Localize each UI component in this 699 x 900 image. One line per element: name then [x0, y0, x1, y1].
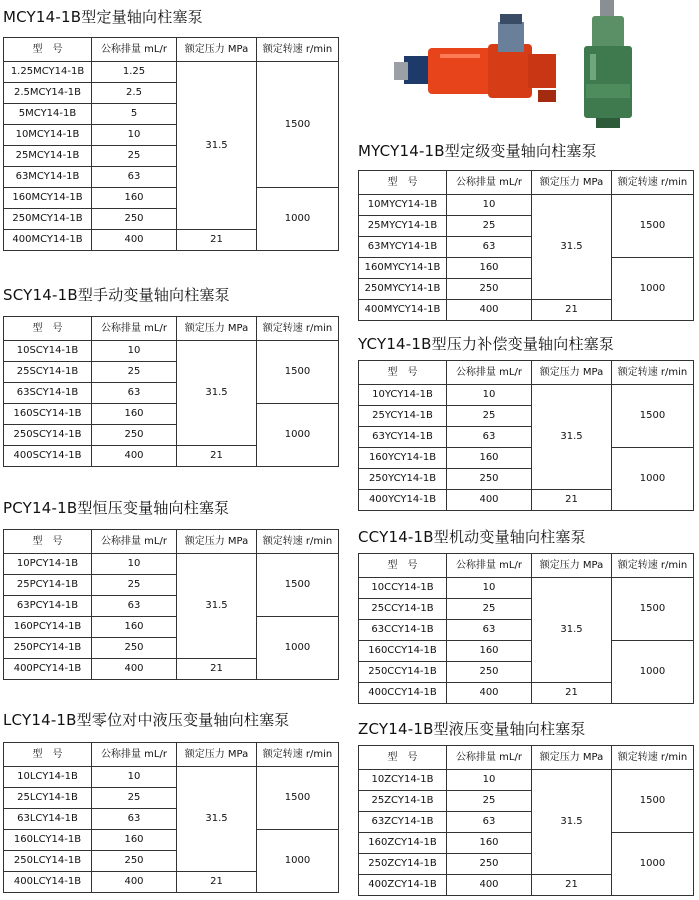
section-zcy: [358, 718, 693, 898]
model-cell: 25MCY14-1B: [4, 146, 92, 167]
displacement-cell: 250: [92, 638, 177, 659]
speed-cell: 1500: [257, 62, 339, 188]
model-cell: 400YCY14-1B: [359, 490, 447, 511]
spec-table: [3, 529, 339, 680]
header-pressure: 额定压力 MPa: [177, 38, 257, 62]
displacement-cell: 160: [447, 641, 532, 662]
header-pressure: 额定压力 MPa: [177, 743, 257, 767]
displacement-cell: 400: [92, 659, 177, 680]
speed-cell: 1000: [257, 617, 339, 680]
displacement-cell: 400: [92, 872, 177, 893]
pressure-cell: 21: [532, 490, 612, 511]
pressure-cell: 21: [177, 446, 257, 467]
pump-photo-green: [578, 0, 638, 128]
section-pcy: [3, 497, 338, 682]
model-cell: 10CCY14-1B: [359, 578, 447, 599]
model-cell: 10PCY14-1B: [4, 554, 92, 575]
section-title: CCY14-1B型机动变量轴向柱塞泵: [358, 528, 586, 546]
pressure-cell: 21: [177, 872, 257, 893]
model-cell: 10MYCY14-1B: [359, 195, 447, 216]
section-ccy: [358, 526, 693, 711]
header-displacement: 公称排量 mL/r: [447, 361, 532, 385]
table-row: [4, 767, 339, 788]
displacement-cell: 250: [92, 425, 177, 446]
model-cell: 250LCY14-1B: [4, 851, 92, 872]
model-cell: 250MYCY14-1B: [359, 279, 447, 300]
header-displacement: 公称排量 mL/r: [92, 530, 177, 554]
model-cell: 63YCY14-1B: [359, 427, 447, 448]
header-model: 型 号: [359, 361, 447, 385]
displacement-cell: 63: [92, 596, 177, 617]
header-pressure: 额定压力 MPa: [177, 530, 257, 554]
section-ycy: [358, 333, 693, 518]
model-cell: 25MYCY14-1B: [359, 216, 447, 237]
table-row: [359, 770, 694, 791]
section-title: MCY14-1B型定量轴向柱塞泵: [3, 8, 203, 26]
model-cell: 63MCY14-1B: [4, 167, 92, 188]
displacement-cell: 63: [92, 809, 177, 830]
table-row: [359, 833, 694, 854]
model-cell: 400PCY14-1B: [4, 659, 92, 680]
displacement-cell: 160: [92, 188, 177, 209]
model-cell: 10SCY14-1B: [4, 341, 92, 362]
model-cell: 10ZCY14-1B: [359, 770, 447, 791]
model-cell: 2.5MCY14-1B: [4, 83, 92, 104]
displacement-cell: 10: [447, 578, 532, 599]
model-cell: 10MCY14-1B: [4, 125, 92, 146]
displacement-cell: 250: [447, 662, 532, 683]
model-cell: 160MCY14-1B: [4, 188, 92, 209]
header-pressure: 额定压力 MPa: [532, 171, 612, 195]
section-scy: [3, 284, 338, 469]
model-cell: 25YCY14-1B: [359, 406, 447, 427]
speed-cell: 1500: [612, 578, 694, 641]
model-cell: 400MYCY14-1B: [359, 300, 447, 321]
header-model: 型 号: [359, 746, 447, 770]
speed-cell: 1500: [612, 385, 694, 448]
spec-table: [358, 360, 694, 511]
speed-cell: 1500: [612, 770, 694, 833]
model-cell: 160MYCY14-1B: [359, 258, 447, 279]
table-row: [359, 578, 694, 599]
speed-cell: 1500: [612, 195, 694, 258]
spec-table: [3, 37, 339, 251]
pressure-cell: 31.5: [177, 554, 257, 659]
displacement-cell: 1.25: [92, 62, 177, 83]
header-speed: 额定转速 r/min: [612, 361, 694, 385]
pressure-cell: 21: [532, 875, 612, 896]
displacement-cell: 10: [447, 195, 532, 216]
model-cell: 63PCY14-1B: [4, 596, 92, 617]
displacement-cell: 400: [447, 490, 532, 511]
model-cell: 400SCY14-1B: [4, 446, 92, 467]
speed-cell: 1000: [257, 830, 339, 893]
model-cell: 250ZCY14-1B: [359, 854, 447, 875]
model-cell: 160ZCY14-1B: [359, 833, 447, 854]
displacement-cell: 400: [447, 875, 532, 896]
speed-cell: 1500: [257, 767, 339, 830]
displacement-cell: 250: [92, 851, 177, 872]
table-row: [4, 830, 339, 851]
header-model: 型 号: [4, 317, 92, 341]
header-model: 型 号: [4, 743, 92, 767]
pressure-cell: 31.5: [532, 578, 612, 683]
header-model: 型 号: [359, 554, 447, 578]
model-cell: 25PCY14-1B: [4, 575, 92, 596]
model-cell: 63ZCY14-1B: [359, 812, 447, 833]
header-speed: 额定转速 r/min: [612, 746, 694, 770]
displacement-cell: 10: [92, 341, 177, 362]
spec-table: [358, 745, 694, 896]
model-cell: 400ZCY14-1B: [359, 875, 447, 896]
displacement-cell: 250: [447, 279, 532, 300]
header-displacement: 公称排量 mL/r: [447, 554, 532, 578]
displacement-cell: 160: [92, 617, 177, 638]
speed-cell: 1500: [257, 341, 339, 404]
section-title: MYCY14-1B型定级变量轴向柱塞泵: [358, 142, 597, 160]
table-row: [359, 641, 694, 662]
displacement-cell: 25: [447, 791, 532, 812]
speed-cell: 1000: [257, 404, 339, 467]
header-speed: 额定转速 r/min: [257, 743, 339, 767]
spec-table: [358, 170, 694, 321]
speed-cell: 1000: [612, 833, 694, 896]
model-cell: 160YCY14-1B: [359, 448, 447, 469]
header-speed: 额定转速 r/min: [612, 554, 694, 578]
displacement-cell: 63: [447, 620, 532, 641]
model-cell: 400MCY14-1B: [4, 230, 92, 251]
section-title: YCY14-1B型压力补偿变量轴向柱塞泵: [358, 335, 615, 353]
speed-cell: 1000: [612, 448, 694, 511]
speed-cell: 1000: [612, 641, 694, 704]
header-speed: 额定转速 r/min: [257, 38, 339, 62]
model-cell: 63LCY14-1B: [4, 809, 92, 830]
displacement-cell: 400: [447, 683, 532, 704]
table-row: [359, 195, 694, 216]
model-cell: 250YCY14-1B: [359, 469, 447, 490]
model-cell: 10YCY14-1B: [359, 385, 447, 406]
displacement-cell: 63: [92, 167, 177, 188]
pressure-cell: 21: [177, 659, 257, 680]
table-row: [4, 404, 339, 425]
displacement-cell: 25: [447, 406, 532, 427]
displacement-cell: 160: [447, 258, 532, 279]
section-title: PCY14-1B型恒压变量轴向柱塞泵: [3, 499, 230, 517]
table-row: [359, 448, 694, 469]
header-displacement: 公称排量 mL/r: [92, 38, 177, 62]
model-cell: 250MCY14-1B: [4, 209, 92, 230]
displacement-cell: 400: [92, 230, 177, 251]
displacement-cell: 63: [447, 427, 532, 448]
model-cell: 63SCY14-1B: [4, 383, 92, 404]
model-cell: 250CCY14-1B: [359, 662, 447, 683]
model-cell: 160LCY14-1B: [4, 830, 92, 851]
displacement-cell: 10: [447, 385, 532, 406]
pressure-cell: 31.5: [177, 62, 257, 230]
model-cell: 160CCY14-1B: [359, 641, 447, 662]
header-speed: 额定转速 r/min: [612, 171, 694, 195]
section-mycy: [358, 140, 693, 325]
displacement-cell: 160: [447, 833, 532, 854]
displacement-cell: 160: [447, 448, 532, 469]
header-displacement: 公称排量 mL/r: [447, 171, 532, 195]
displacement-cell: 10: [447, 770, 532, 791]
header-displacement: 公称排量 mL/r: [92, 317, 177, 341]
model-cell: 25LCY14-1B: [4, 788, 92, 809]
header-pressure: 额定压力 MPa: [532, 554, 612, 578]
model-cell: 400LCY14-1B: [4, 872, 92, 893]
spec-table: [358, 553, 694, 704]
table-row: [4, 554, 339, 575]
displacement-cell: 63: [447, 237, 532, 258]
displacement-cell: 25: [92, 575, 177, 596]
pressure-cell: 21: [532, 300, 612, 321]
table-row: [4, 188, 339, 209]
section-title: LCY14-1B型零位对中液压变量轴向柱塞泵: [3, 711, 290, 729]
section-lcy: [3, 709, 338, 897]
displacement-cell: 25: [447, 216, 532, 237]
header-pressure: 额定压力 MPa: [177, 317, 257, 341]
pressure-cell: 31.5: [532, 770, 612, 875]
displacement-cell: 400: [92, 446, 177, 467]
section-title: SCY14-1B型手动变量轴向柱塞泵: [3, 286, 230, 304]
table-row: [359, 385, 694, 406]
displacement-cell: 5: [92, 104, 177, 125]
header-pressure: 额定压力 MPa: [532, 746, 612, 770]
speed-cell: 1000: [612, 258, 694, 321]
model-cell: 250SCY14-1B: [4, 425, 92, 446]
model-cell: 250PCY14-1B: [4, 638, 92, 659]
spec-table: [3, 742, 339, 893]
speed-cell: 1000: [257, 188, 339, 251]
displacement-cell: 250: [447, 854, 532, 875]
header-pressure: 额定压力 MPa: [532, 361, 612, 385]
header-speed: 额定转速 r/min: [257, 530, 339, 554]
displacement-cell: 10: [92, 554, 177, 575]
table-row: [4, 341, 339, 362]
model-cell: 5MCY14-1B: [4, 104, 92, 125]
spec-table: [3, 316, 339, 467]
model-cell: 10LCY14-1B: [4, 767, 92, 788]
model-cell: 160PCY14-1B: [4, 617, 92, 638]
displacement-cell: 10: [92, 125, 177, 146]
pressure-cell: 31.5: [532, 195, 612, 300]
displacement-cell: 25: [92, 146, 177, 167]
model-cell: 25CCY14-1B: [359, 599, 447, 620]
displacement-cell: 2.5: [92, 83, 177, 104]
header-displacement: 公称排量 mL/r: [447, 746, 532, 770]
model-cell: 63CCY14-1B: [359, 620, 447, 641]
table-row: [4, 62, 339, 83]
section-title: ZCY14-1B型液压变量轴向柱塞泵: [358, 720, 586, 738]
header-model: 型 号: [359, 171, 447, 195]
pressure-cell: 31.5: [532, 385, 612, 490]
model-cell: 25ZCY14-1B: [359, 791, 447, 812]
header-model: 型 号: [4, 38, 92, 62]
pressure-cell: 31.5: [177, 767, 257, 872]
displacement-cell: 250: [92, 209, 177, 230]
header-model: 型 号: [4, 530, 92, 554]
pressure-cell: 31.5: [177, 341, 257, 446]
displacement-cell: 63: [92, 383, 177, 404]
displacement-cell: 25: [447, 599, 532, 620]
model-cell: 1.25MCY14-1B: [4, 62, 92, 83]
table-row: [4, 617, 339, 638]
model-cell: 160SCY14-1B: [4, 404, 92, 425]
displacement-cell: 10: [92, 767, 177, 788]
section-mcy: [3, 6, 338, 256]
pump-photo-orange: [388, 14, 568, 110]
pressure-cell: 21: [532, 683, 612, 704]
displacement-cell: 160: [92, 404, 177, 425]
pressure-cell: 21: [177, 230, 257, 251]
model-cell: 63MYCY14-1B: [359, 237, 447, 258]
displacement-cell: 25: [92, 788, 177, 809]
header-speed: 额定转速 r/min: [257, 317, 339, 341]
header-displacement: 公称排量 mL/r: [92, 743, 177, 767]
displacement-cell: 25: [92, 362, 177, 383]
table-row: [359, 258, 694, 279]
speed-cell: 1500: [257, 554, 339, 617]
displacement-cell: 160: [92, 830, 177, 851]
displacement-cell: 400: [447, 300, 532, 321]
displacement-cell: 250: [447, 469, 532, 490]
model-cell: 25SCY14-1B: [4, 362, 92, 383]
displacement-cell: 63: [447, 812, 532, 833]
model-cell: 400CCY14-1B: [359, 683, 447, 704]
